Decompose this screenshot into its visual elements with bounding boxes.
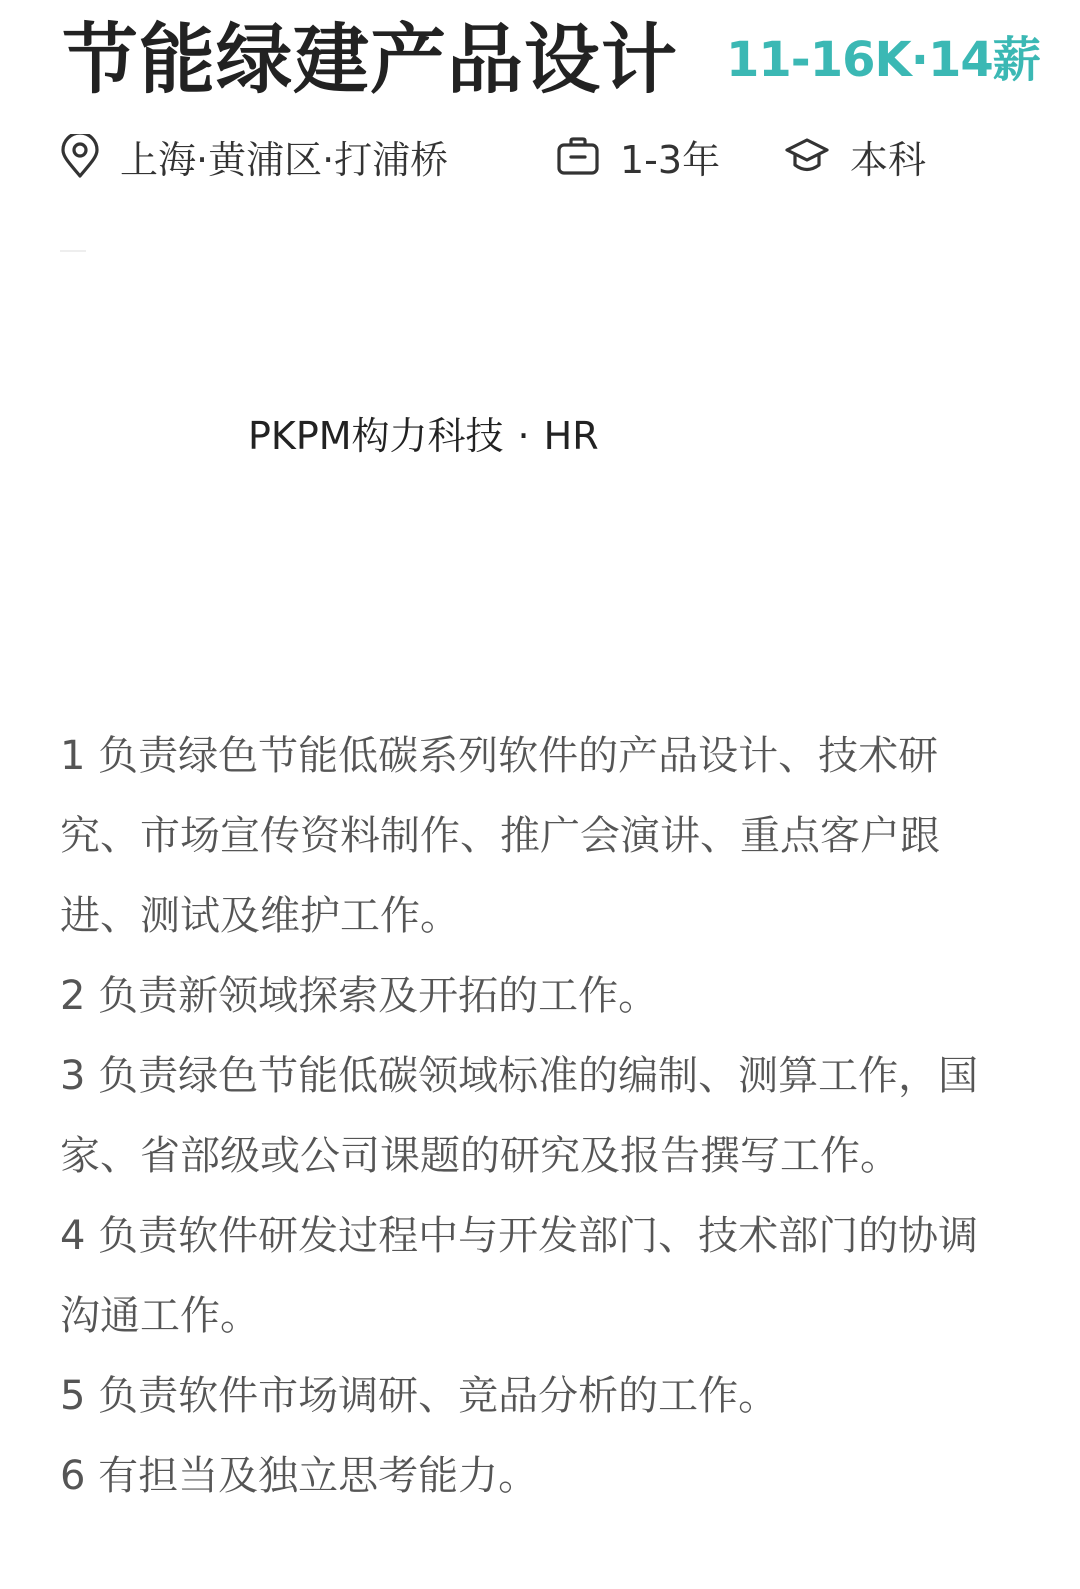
graduation-cap-icon — [784, 136, 830, 176]
job-meta-row — [60, 130, 1020, 182]
description-item: 3 负责绿色节能低碳领域标准的编制、测算工作，国家、省部级或公司课题的研究及报告撰写工作。 — [60, 1053, 979, 1179]
location-info — [60, 130, 448, 182]
company-name: PKPM构力科技 — [248, 414, 504, 458]
divider — [60, 250, 86, 252]
description-item: 2 负责新领域探索及开拓的工作。 — [60, 973, 659, 1019]
experience-info — [556, 130, 720, 182]
salary-label: 11-16K·14薪 — [726, 32, 1040, 88]
job-title: 节能绿建产品设计 — [62, 15, 678, 104]
map-pin-icon — [60, 134, 100, 178]
briefcase-icon — [556, 136, 600, 176]
description-item: 1 负责绿色节能低碳系列软件的产品设计、技术研究、市场宣传资料制作、推广会演讲、重点客户跟进、测试及维护工作。 — [60, 733, 940, 939]
description-item: 6 有担当及独立思考能力。 — [60, 1453, 539, 1499]
education-info — [784, 130, 926, 182]
recruiter-info[interactable] — [248, 410, 599, 462]
experience-text: 1-3年 — [620, 137, 721, 182]
separator-dot: · — [517, 414, 530, 458]
location-text: 上海·黄浦区·打浦桥 — [120, 137, 449, 182]
description-item: 5 负责软件市场调研、竞品分析的工作。 — [60, 1373, 779, 1419]
job-description — [60, 716, 1010, 1589]
recruiter-role: HR — [543, 414, 599, 458]
description-item: 4 负责软件研发过程中与开发部门、技术部门的协调沟通工作。 — [60, 1213, 979, 1339]
education-text: 本科 — [850, 137, 927, 182]
